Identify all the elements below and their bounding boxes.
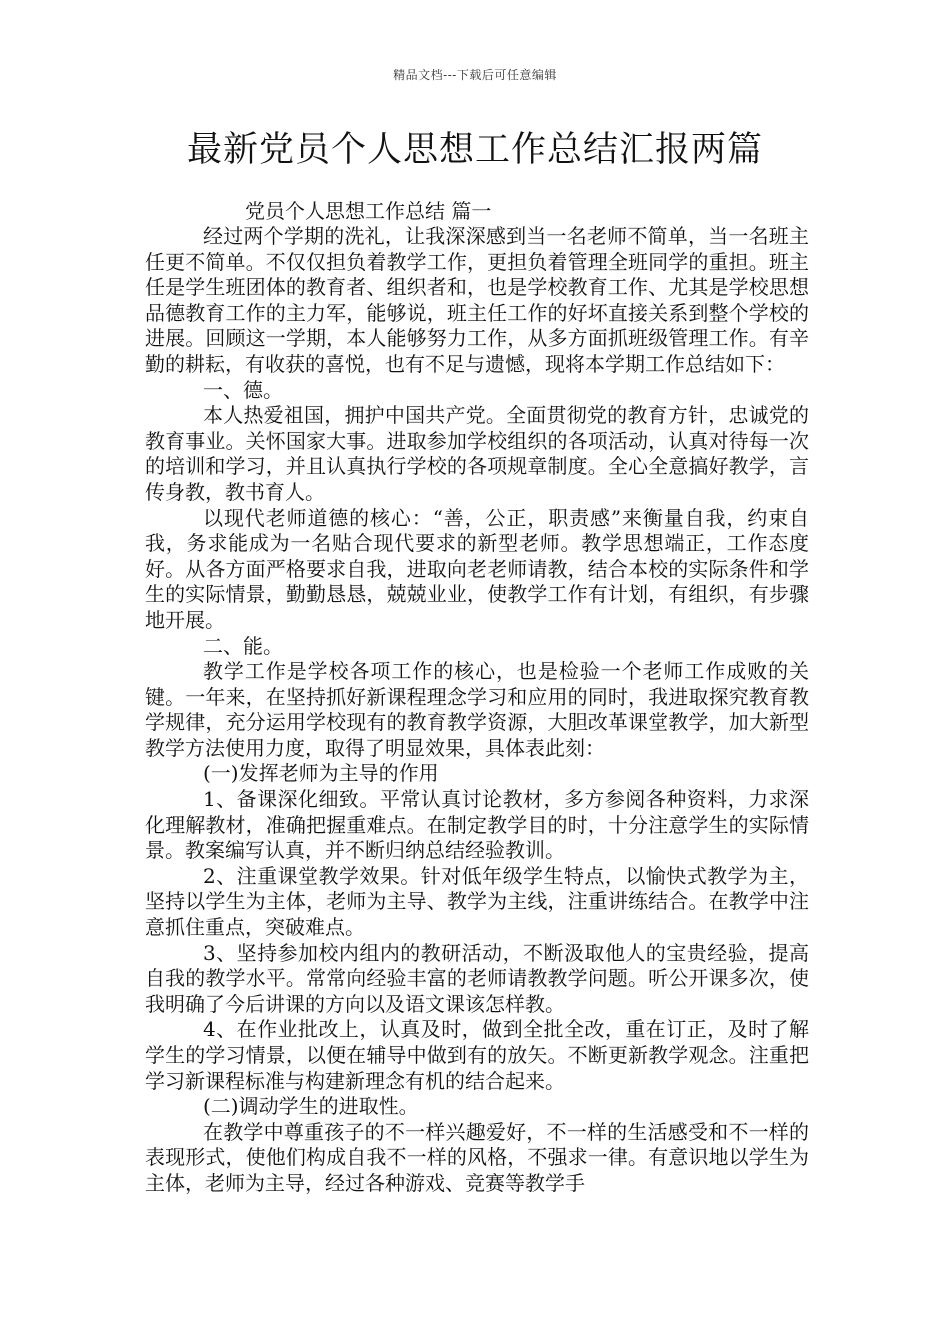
paragraph-item-3: 3、坚持参加校内组内的教研活动，不断汲取他人的宝贵经验，提高自我的教学水平。常常向经验丰富的老师请教教学问题。听公开课多次，使我明确了今后讲课的方向以及语文课该怎样教。 bbox=[145, 940, 809, 1016]
paragraph-intro: 经过两个学期的洗礼，让我深深感到当一名老师不简单，当一名班主任更不简单。不仅仅担负着教学工作，更担负着管理全班同学的重担。班主任是学生班团体的教育者、组织者和，也是学校教育工作、尤其是学校思想品德教育工作的主力军，能够说，班主任工作的好坏直接关系到整个学校的进展。回顾这一学期，本人能够努力工作，从多方面抓班级管理工作。有辛勤的耕耘，有收获的喜悦，也有不足与遗憾，现将本学期工作总结如下： bbox=[145, 224, 809, 376]
heading-ability: 二、能。 bbox=[203, 633, 283, 658]
paragraph-ability: 教学工作是学校各项工作的核心，也是检验一个老师工作成败的关键。一年来，在坚持抓好新课程理念学习和应用的同时，我进取探究教育教学规律，充分运用学校现有的教育教学资源，大胆改革课堂教学，加大新型教学方法使用力度，取得了明显效果，具体表此刻： bbox=[145, 659, 809, 760]
document-title: 最新党员个人思想工作总结汇报两篇 bbox=[186, 130, 763, 170]
paragraph-virtue-2: 以现代老师道德的核心：“善，公正，职责感”来衡量自我，约束自我，务求能成为一名贴合现代要求的新型老师。教学思想端正，工作态度好。从各方面严格要求自我，进取向老老师请教，结合本校的实际条件和学生的实际情景，勤勤恳恳，兢兢业业，使教学工作有计划，有组织，有步骤地开展。 bbox=[145, 505, 809, 632]
subheading-teacher-role: (一)发挥老师为主导的作用 bbox=[203, 761, 439, 786]
document-body bbox=[145, 198, 809, 1197]
paragraph-item-1: 1、备课深化细致。平常认真讨论教材，多方参阅各种资料，力求深化理解教材，准确把握重难点。在制定教学目的时，十分注意学生的实际情景。教案编写认真，并不断归纳总结经验教训。 bbox=[145, 787, 809, 863]
section-subtitle: 党员个人思想工作总结 篇一 bbox=[245, 199, 492, 223]
subheading-student-initiative: (二)调动学生的进取性。 bbox=[203, 1094, 419, 1119]
paragraph-virtue-1: 本人热爱祖国，拥护中国共产党。全面贯彻党的教育方针，忠诚党的教育事业。关怀国家大事。进取参加学校组织的各项活动，认真对待每一次的培训和学习，并且认真执行学校的各项规章制度。全心全意搞好教学，言传身教，教书育人。 bbox=[145, 403, 809, 504]
paragraph-student-initiative: 在教学中尊重孩子的不一样兴趣爱好，不一样的生活感受和不一样的表现形式，使他们构成自我不一样的风格，不强求一律。有意识地以学生为主体，老师为主导，经过各种游戏、竞赛等教学手 bbox=[145, 1119, 809, 1195]
paragraph-item-2: 2、注重课堂教学效果。针对低年级学生特点，以愉快式教学为主，坚持以学生为主体，老师为主导、教学为主线，注重讲练结合。在教学中注意抓住重点，突破难点。 bbox=[145, 863, 809, 940]
heading-virtue: 一、德。 bbox=[203, 377, 283, 402]
header-note: 精品文档---下载后可任意编辑 bbox=[393, 68, 557, 82]
paragraph-item-4: 4、在作业批改上，认真及时，做到全批全改，重在订正，及时了解学生的学习情景，以便在辅导中做到有的放矢。不断更新教学观念。注重把学习新课程标准与构建新理念有机的结合起来。 bbox=[145, 1017, 809, 1093]
